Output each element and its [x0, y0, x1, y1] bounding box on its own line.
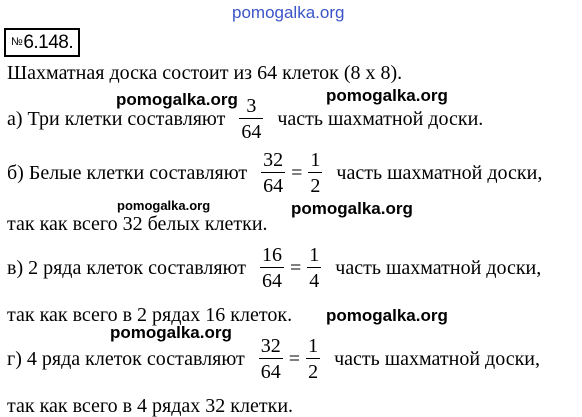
number-sign: №: [11, 36, 23, 48]
problem-number: [4, 28, 80, 57]
fraction-numerator: 16: [262, 244, 283, 266]
fraction-numerator: 1: [309, 244, 320, 266]
equals-sign: =: [291, 162, 303, 184]
equals-sign: =: [290, 257, 302, 279]
watermark-1: pomogalka.org: [116, 90, 238, 109]
item-b-fraction-2: [308, 150, 322, 196]
item-d: [7, 336, 540, 382]
item-d-fraction-1: [259, 336, 283, 382]
watermark-top: pomogalka.org: [232, 3, 345, 22]
fraction-denominator: 64: [262, 270, 283, 292]
item-b: [7, 150, 542, 196]
watermark-6: pomogalka.org: [326, 306, 448, 325]
item-c-prefix: в) 2 ряда клеток составляют: [7, 257, 247, 279]
watermark-4: pomogalka.org: [291, 199, 413, 218]
item-a-prefix: а) Три клетки составляют: [7, 108, 226, 130]
watermark-5: pomogalka.org: [110, 323, 232, 342]
item-c-fraction-2: [307, 245, 321, 291]
fraction-numerator: 32: [260, 335, 281, 357]
fraction-denominator: 64: [241, 121, 262, 143]
item-c-fraction-1: [260, 245, 284, 291]
problem-number-value: 6.148.: [23, 32, 74, 53]
fraction-denominator: 2: [310, 175, 321, 197]
fraction-denominator: 64: [263, 175, 284, 197]
item-a-suffix: часть шахматной доски.: [277, 108, 484, 130]
item-d-explanation: так как всего в 4 рядах 32 клетки.: [7, 395, 294, 417]
fraction-numerator: 32: [263, 149, 284, 171]
item-d-suffix: часть шахматной доски,: [334, 348, 541, 370]
watermark-3: pomogalka.org: [117, 198, 211, 213]
intro-text: Шахматная доска состоит из 64 клеток (8 x 8).: [7, 62, 403, 84]
item-b-fraction-1: [261, 150, 285, 196]
equals-sign: =: [288, 348, 301, 370]
fraction-numerator: 1: [308, 335, 319, 357]
watermark-2: pomogalka.org: [326, 86, 448, 105]
item-d-fraction-2: [306, 336, 320, 382]
item-c-explanation: так как всего в 2 рядах 16 клеток.: [7, 304, 293, 326]
fraction-denominator: 4: [309, 270, 320, 292]
item-c-suffix: часть шахматной доски,: [335, 257, 542, 279]
fraction-numerator: 3: [246, 95, 257, 117]
item-d-prefix: г) 4 ряда клеток составляют: [7, 348, 245, 370]
item-b-prefix: б) Белые клетки составляют: [7, 162, 248, 184]
item-b-explanation: так как всего 32 белых клетки.: [7, 213, 268, 235]
fraction-denominator: 64: [260, 361, 281, 383]
item-a-fraction: [239, 96, 263, 142]
fraction-denominator: 2: [308, 361, 319, 383]
item-c: [7, 245, 541, 291]
fraction-numerator: 1: [310, 149, 321, 171]
item-b-suffix: часть шахматной доски,: [336, 162, 543, 184]
